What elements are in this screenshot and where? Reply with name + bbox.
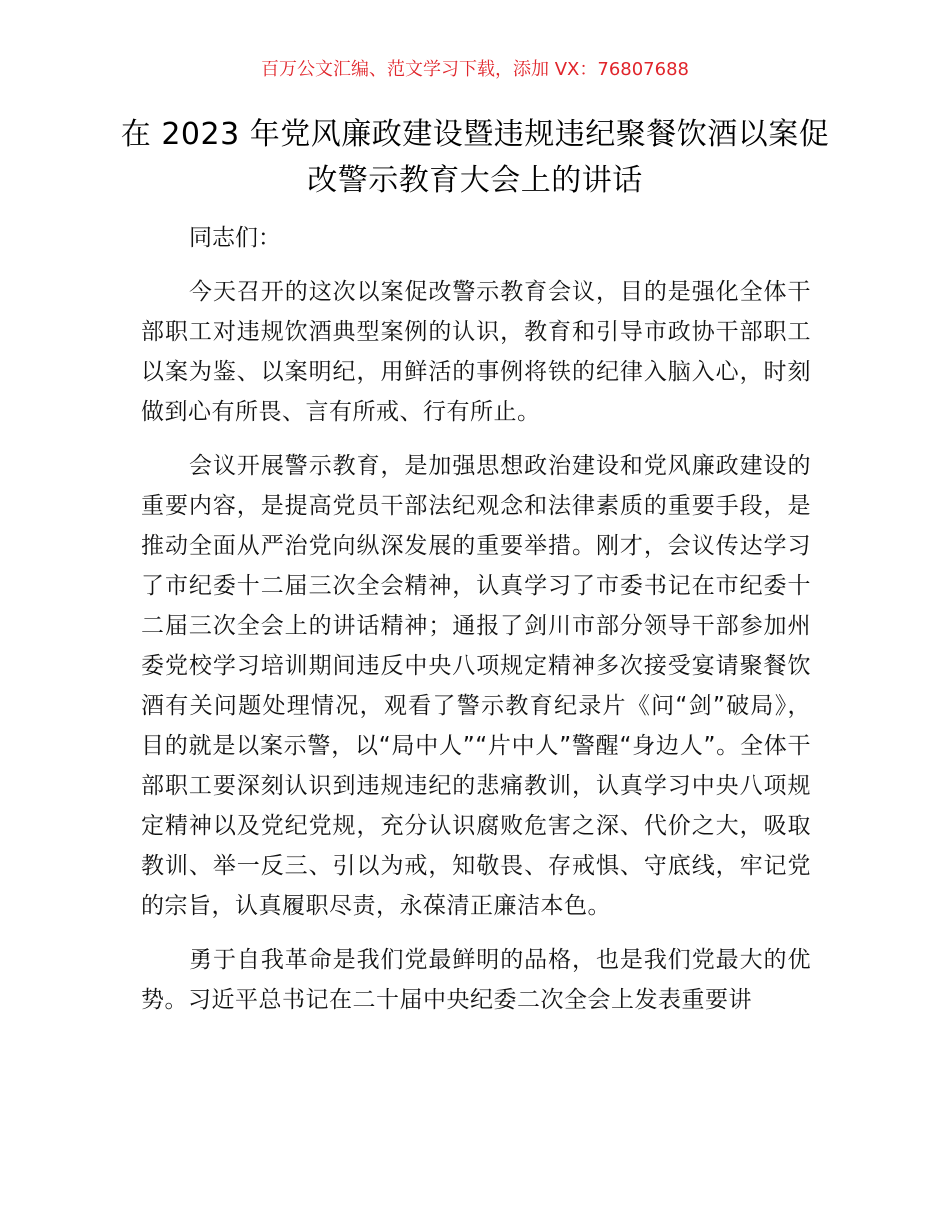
document-body <box>141 218 811 1034</box>
paragraph-1: 今天召开的这次以案促改警示教育会议，目的是强化全体干部职工对违规饮酒典型案例的认识，教育和引导市政协干部职工以案为鉴、以案明纪，用鲜活的事例将铁的纪律入脑入心，时刻做到心有所畏、言有所戒、行有所止。 <box>141 279 811 425</box>
header-banner: 百万公文汇编、范文学习下载，添加 VX：76807688 <box>261 59 689 80</box>
paragraph-2: 会议开展警示教育，是加强思想政治建设和党风廉政建设的重要内容，是提高党员干部法纪观念和法律素质的重要手段，是推动全面从严治党向纵深发展的重要举措。刚才，会议传达学习了市纪委十二届三次全会精神，认真学习了市委书记在市纪委十二届三次全会上的讲话精神；通报了剑川市部分领导干部参加州委党校学习培训期间违反中央八项规定精神多次接受宴请聚餐饮酒有关问题处理情况，观看了警示教育纪录片《问“剑”破局》，目的就是以案示警，以“局中人”“片中人”警醒“身边人”。全体干部职工要深刻认识到违规违纪的悲痛教训，认真学习中央八项规定精神以及党纪党规，充分认识腐败危害之深、代价之大，吸取教训、举一反三、引以为戒，知敬畏、存戒惧、守底线，牢记党的宗旨，认真履职尽责，永葆清正廉洁本色。 <box>141 453 811 919</box>
salutation: 同志们： <box>189 225 281 251</box>
document-title: 在 2023 年党风廉政建设暨违规违纪聚餐饮酒以案促改警示教育大会上的讲话 <box>120 117 830 198</box>
paragraph-3: 勇于自我革命是我们党最鲜明的品格，也是我们党最大的优势。习近平总书记在二十届中央纪委二次全会上发表重要讲 <box>141 947 811 1013</box>
